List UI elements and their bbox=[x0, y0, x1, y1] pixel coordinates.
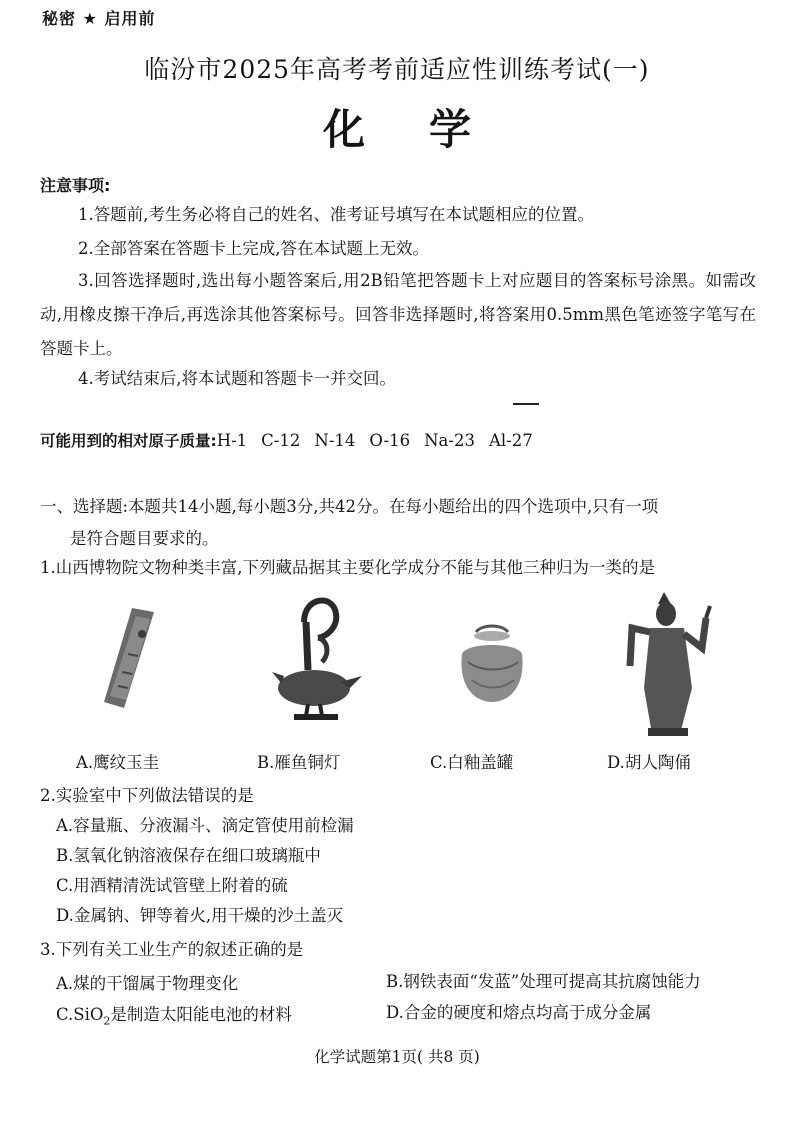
section-instructions-line-1: 一、选择题:本题共14小题,每小题3分,共42分。在每小题给出的四个选项中,只有一项 bbox=[40, 497, 659, 516]
atomic-mass-n: N-14 bbox=[314, 431, 356, 450]
pottery-figurine-image bbox=[622, 588, 722, 740]
confidential-mark: 秘密 ★ 启用前 bbox=[42, 9, 156, 28]
question-3-option-c-prefix: C.SiO bbox=[56, 1005, 104, 1024]
notice-heading: 注意事项: bbox=[40, 176, 111, 195]
atomic-mass-al: Al-27 bbox=[488, 431, 533, 450]
question-2 bbox=[40, 781, 354, 931]
notice-item-4: 4.考试结束后,将本试题和答题卡一并交回。 bbox=[78, 369, 396, 388]
notice-item-2: 2.全部答案在答题卡上完成,答在本试题上无效。 bbox=[78, 239, 429, 258]
section-instructions bbox=[40, 491, 760, 555]
question-3-option-c-text: 是制造太阳能电池的材料 bbox=[110, 1005, 292, 1024]
question-1-option-c: C.白釉盖罐 bbox=[430, 753, 514, 772]
atomic-mass-c: C-12 bbox=[261, 431, 301, 450]
question-1-option-b: B.雁鱼铜灯 bbox=[257, 753, 341, 772]
atomic-mass-line bbox=[40, 424, 547, 458]
question-1-option-a: A.鹰纹玉圭 bbox=[76, 753, 160, 772]
bronze-lamp-image bbox=[270, 592, 370, 726]
question-2-option-a: A.容量瓶、分液漏斗、滴定管使用前检漏 bbox=[56, 816, 354, 835]
atomic-mass-o: O-16 bbox=[369, 431, 411, 450]
section-instructions-line-2: 是符合题目要求的。 bbox=[70, 529, 219, 548]
atomic-mass-h: H-1 bbox=[216, 431, 248, 450]
question-3-option-c-subscript: 2 bbox=[103, 1014, 111, 1028]
jade-gui-image bbox=[98, 604, 178, 712]
question-2-option-d: D.金属钠、钾等着火,用干燥的沙土盖灭 bbox=[56, 906, 344, 925]
notice-item-3: 3.回答选择题时,选出每小题答案后,用2B铅笔把答题卡上对应题目的答案标号涂黑。如需改动,用橡皮擦干净后,再选涂其他答案标号。回答非选择题时,将答案用0.5mm黑色笔迹签字笔写在答题卡上。 bbox=[40, 271, 756, 358]
question-3-option-d: D.合金的硬度和熔点均高于成分金属 bbox=[386, 1003, 652, 1022]
question-1-option-d: D.胡人陶俑 bbox=[607, 753, 691, 772]
question-3-option-a: A.煤的干馏属于物理变化 bbox=[56, 974, 239, 993]
question-3-stem: 3.下列有关工业生产的叙述正确的是 bbox=[40, 940, 304, 959]
atomic-mass-na: Na-23 bbox=[424, 431, 475, 450]
atomic-mass-label: 可能用到的相对原子质量: bbox=[40, 432, 217, 450]
question-3-option-b: B.钢铁表面“发蓝”处理可提高其抗腐蚀能力 bbox=[386, 972, 701, 991]
question-3-option-c bbox=[56, 1001, 292, 1027]
question-1-stem: 1.山西博物院文物种类丰富,下列藏品据其主要化学成分不能与其他三种归为一类的是 bbox=[40, 558, 655, 577]
notice-item-1: 1.答题前,考生务必将自己的姓名、准考证号填写在本试题相应的位置。 bbox=[78, 205, 594, 224]
glazed-jar-image bbox=[452, 620, 532, 706]
question-3 bbox=[40, 935, 303, 965]
question-2-option-b: B.氢氧化钠溶液保存在细口玻璃瓶中 bbox=[56, 846, 321, 865]
subject-title: 化学 bbox=[322, 105, 535, 154]
question-2-option-c: C.用酒精清洗试管壁上附着的硫 bbox=[56, 876, 288, 895]
question-2-stem: 2.实验室中下列做法错误的是 bbox=[40, 786, 254, 805]
page-footer: 化学试题第1页( 共8 页) bbox=[314, 1048, 480, 1066]
exam-title: 临汾市2025年高考考前适应性训练考试(一) bbox=[144, 55, 650, 84]
stray-mark bbox=[513, 403, 539, 405]
